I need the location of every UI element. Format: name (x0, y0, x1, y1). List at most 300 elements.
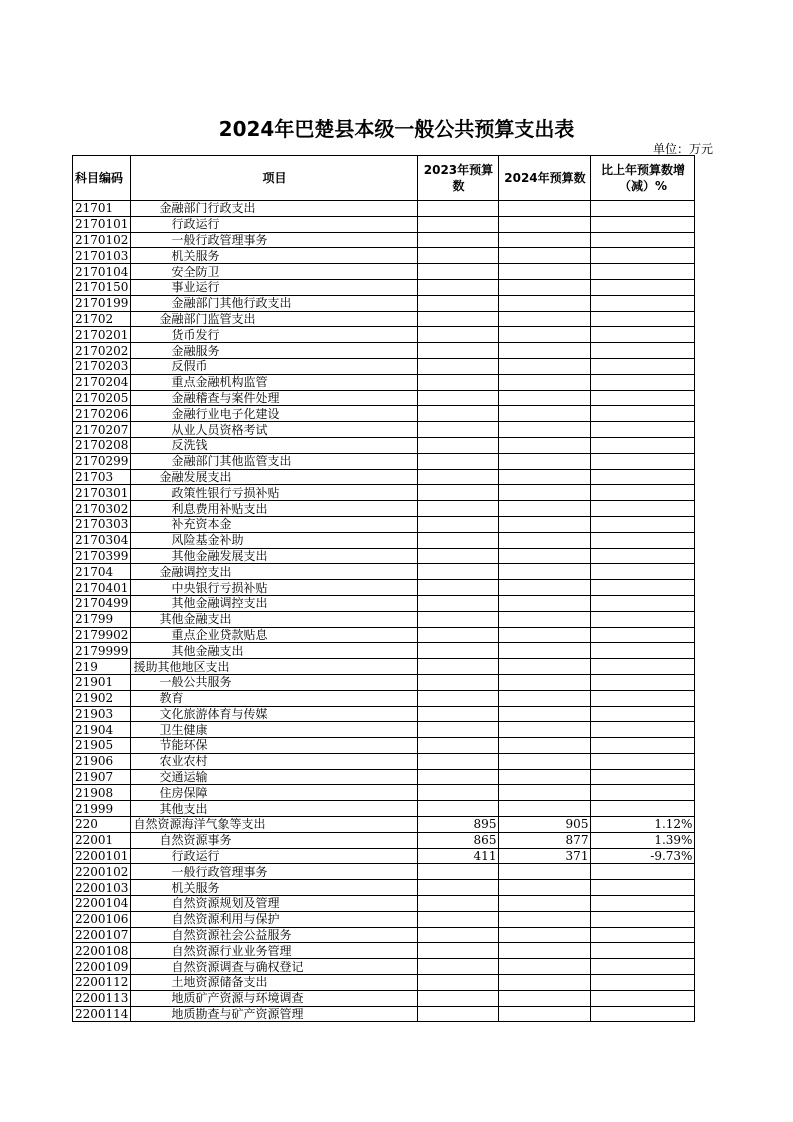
budget-2023-cell (418, 911, 499, 927)
item-cell: 金融发展支出 (131, 469, 418, 485)
item-cell: 农业农村 (131, 753, 418, 769)
code-cell: 21905 (73, 738, 131, 754)
code-cell: 21702 (73, 311, 131, 327)
budget-2024-cell: 905 (499, 817, 591, 833)
table-row (73, 769, 695, 785)
budget-2023-cell (418, 943, 499, 959)
code-cell: 22001 (73, 832, 131, 848)
table-row (73, 453, 695, 469)
table-row (73, 959, 695, 975)
budget-2024-cell (499, 927, 591, 943)
code-cell: 2170304 (73, 532, 131, 548)
code-cell: 2170199 (73, 295, 131, 311)
budget-2024-cell (499, 896, 591, 912)
budget-2023-cell (418, 611, 499, 627)
item-cell: 自然资源海洋气象等支出 (131, 817, 418, 833)
table-row (73, 817, 695, 833)
budget-2024-cell (499, 548, 591, 564)
budget-2023-cell (418, 564, 499, 580)
table-row (73, 548, 695, 564)
code-cell: 2170101 (73, 216, 131, 232)
code-cell: 2170299 (73, 453, 131, 469)
budget-2023-cell: 865 (418, 832, 499, 848)
item-cell: 文化旅游体育与传媒 (131, 706, 418, 722)
table-row (73, 327, 695, 343)
item-cell: 安全防卫 (131, 264, 418, 280)
budget-2024-cell (499, 643, 591, 659)
budget-2023-cell (418, 516, 499, 532)
budget-2024-cell (499, 279, 591, 295)
code-cell: 2200106 (73, 911, 131, 927)
budget-2023-cell (418, 990, 499, 1006)
item-cell: 机关服务 (131, 880, 418, 896)
budget-2023-cell (418, 295, 499, 311)
table-row (73, 390, 695, 406)
item-cell: 反假币 (131, 358, 418, 374)
change-cell (591, 1006, 695, 1022)
budget-2024-cell: 371 (499, 848, 591, 864)
table-body (73, 201, 695, 1022)
budget-2023-cell (418, 864, 499, 880)
table-row (73, 785, 695, 801)
budget-2024-cell (499, 880, 591, 896)
table-row (73, 516, 695, 532)
table-row (73, 580, 695, 596)
budget-2024-cell (499, 753, 591, 769)
budget-2023-cell (418, 311, 499, 327)
change-cell (591, 390, 695, 406)
code-cell: 2170499 (73, 595, 131, 611)
item-cell: 行政运行 (131, 848, 418, 864)
table-row (73, 943, 695, 959)
code-cell: 219 (73, 659, 131, 675)
table-row (73, 896, 695, 912)
budget-2024-cell (499, 437, 591, 453)
change-cell (591, 595, 695, 611)
item-cell: 风险基金补助 (131, 532, 418, 548)
budget-2023-cell (418, 706, 499, 722)
item-cell: 中央银行亏损补贴 (131, 580, 418, 596)
budget-2023-cell (418, 659, 499, 675)
budget-2024-cell (499, 659, 591, 675)
table-row (73, 485, 695, 501)
item-cell: 自然资源规划及管理 (131, 896, 418, 912)
budget-2024-cell (499, 343, 591, 359)
change-cell (591, 611, 695, 627)
code-cell: 2200103 (73, 880, 131, 896)
budget-2024-cell (499, 295, 591, 311)
table-row (73, 295, 695, 311)
code-cell: 2170301 (73, 485, 131, 501)
budget-2024-cell (499, 943, 591, 959)
change-cell (591, 643, 695, 659)
code-cell: 21704 (73, 564, 131, 580)
change-cell (591, 564, 695, 580)
table-row (73, 532, 695, 548)
budget-2024-cell (499, 627, 591, 643)
table-row (73, 627, 695, 643)
budget-2024-cell (499, 201, 591, 217)
budget-2023-cell (418, 216, 499, 232)
item-cell: 住房保障 (131, 785, 418, 801)
code-cell: 21903 (73, 706, 131, 722)
code-cell: 2200113 (73, 990, 131, 1006)
code-cell: 220 (73, 817, 131, 833)
change-cell (591, 911, 695, 927)
change-cell: 1.39% (591, 832, 695, 848)
change-cell (591, 453, 695, 469)
budget-2024-cell (499, 564, 591, 580)
table-row (73, 343, 695, 359)
table-row (73, 201, 695, 217)
item-cell: 金融服务 (131, 343, 418, 359)
budget-2024-cell (499, 232, 591, 248)
code-cell: 2170302 (73, 501, 131, 517)
change-cell (591, 485, 695, 501)
change-cell (591, 248, 695, 264)
table-row (73, 374, 695, 390)
change-cell (591, 896, 695, 912)
budget-2023-cell (418, 406, 499, 422)
item-cell: 金融部门监管支出 (131, 311, 418, 327)
change-cell (591, 990, 695, 1006)
budget-2023-cell (418, 437, 499, 453)
item-cell: 金融稽查与案件处理 (131, 390, 418, 406)
budget-2023-cell (418, 690, 499, 706)
code-cell: 2170208 (73, 437, 131, 453)
budget-2023-cell (418, 264, 499, 280)
budget-2024-cell (499, 706, 591, 722)
code-cell: 2200107 (73, 927, 131, 943)
budget-2023-cell (418, 896, 499, 912)
change-cell (591, 343, 695, 359)
item-cell: 自然资源事务 (131, 832, 418, 848)
change-cell (591, 516, 695, 532)
item-cell: 其他金融支出 (131, 643, 418, 659)
budget-2023-cell (418, 674, 499, 690)
change-cell (591, 422, 695, 438)
table-row (73, 422, 695, 438)
change-cell (591, 801, 695, 817)
item-cell: 货币发行 (131, 327, 418, 343)
code-cell: 2170206 (73, 406, 131, 422)
change-cell (591, 927, 695, 943)
table-row (73, 595, 695, 611)
budget-2023-cell (418, 248, 499, 264)
change-cell (591, 358, 695, 374)
change-cell: 1.12% (591, 817, 695, 833)
table-row (73, 738, 695, 754)
change-cell (591, 232, 695, 248)
item-cell: 其他金融支出 (131, 611, 418, 627)
table-row (73, 501, 695, 517)
budget-2023-cell (418, 453, 499, 469)
code-cell: 21999 (73, 801, 131, 817)
budget-2023-cell (418, 975, 499, 991)
table-row (73, 1006, 695, 1022)
budget-2023-cell: 895 (418, 817, 499, 833)
item-cell: 土地资源储备支出 (131, 975, 418, 991)
item-cell: 行政运行 (131, 216, 418, 232)
item-cell: 政策性银行亏损补贴 (131, 485, 418, 501)
budget-2024-cell (499, 722, 591, 738)
code-cell: 2200102 (73, 864, 131, 880)
budget-2024-cell (499, 769, 591, 785)
budget-2024-cell (499, 327, 591, 343)
code-cell: 21701 (73, 201, 131, 217)
item-cell: 其他支出 (131, 801, 418, 817)
table-row (73, 358, 695, 374)
item-cell: 金融部门其他行政支出 (131, 295, 418, 311)
code-cell: 2170399 (73, 548, 131, 564)
budget-2023-cell (418, 1006, 499, 1022)
code-cell: 2170150 (73, 279, 131, 295)
budget-2023-cell (418, 343, 499, 359)
item-cell: 节能环保 (131, 738, 418, 754)
table-row (73, 832, 695, 848)
change-cell (591, 690, 695, 706)
header-budget-2023: 2023年预算数 (418, 156, 499, 201)
item-cell: 金融部门行政支出 (131, 201, 418, 217)
item-cell: 重点企业贷款贴息 (131, 627, 418, 643)
table-row (73, 911, 695, 927)
change-cell: -9.73% (591, 848, 695, 864)
budget-2023-cell (418, 753, 499, 769)
table-row (73, 216, 695, 232)
item-cell: 卫生健康 (131, 722, 418, 738)
change-cell (591, 943, 695, 959)
item-cell: 补充资本金 (131, 516, 418, 532)
budget-2024-cell (499, 801, 591, 817)
table-row (73, 406, 695, 422)
budget-2024-cell (499, 595, 591, 611)
item-cell: 机关服务 (131, 248, 418, 264)
change-cell (591, 437, 695, 453)
change-cell (591, 769, 695, 785)
budget-2024-cell (499, 975, 591, 991)
budget-2024-cell (499, 580, 591, 596)
budget-2023-cell (418, 485, 499, 501)
table-row (73, 248, 695, 264)
change-cell (591, 311, 695, 327)
budget-2023-cell (418, 279, 499, 295)
change-cell (591, 216, 695, 232)
table-row (73, 801, 695, 817)
budget-2023-cell (418, 738, 499, 754)
code-cell: 21908 (73, 785, 131, 801)
code-cell: 2170205 (73, 390, 131, 406)
budget-2024-cell (499, 501, 591, 517)
budget-2024-cell (499, 674, 591, 690)
change-cell (591, 406, 695, 422)
change-cell (591, 374, 695, 390)
budget-2024-cell (499, 1006, 591, 1022)
code-cell: 21703 (73, 469, 131, 485)
change-cell (591, 295, 695, 311)
item-cell: 金融行业电子化建设 (131, 406, 418, 422)
budget-2024-cell (499, 469, 591, 485)
budget-2023-cell (418, 548, 499, 564)
budget-2024-cell (499, 611, 591, 627)
change-cell (591, 722, 695, 738)
item-cell: 教育 (131, 690, 418, 706)
code-cell: 2200114 (73, 1006, 131, 1022)
item-cell: 自然资源调查与确权登记 (131, 959, 418, 975)
table-row (73, 706, 695, 722)
code-cell: 2170201 (73, 327, 131, 343)
change-cell (591, 469, 695, 485)
budget-2024-cell (499, 911, 591, 927)
budget-2024-cell (499, 248, 591, 264)
budget-2024-cell (499, 864, 591, 880)
item-cell: 地质勘查与矿产资源管理 (131, 1006, 418, 1022)
item-cell: 一般行政管理事务 (131, 864, 418, 880)
budget-2024-cell (499, 516, 591, 532)
item-cell: 其他金融发展支出 (131, 548, 418, 564)
code-cell: 2200101 (73, 848, 131, 864)
code-cell: 21904 (73, 722, 131, 738)
page-title: 2024年巴楚县本级一般公共预算支出表 (218, 117, 575, 141)
budget-2024-cell (499, 406, 591, 422)
code-cell: 2170207 (73, 422, 131, 438)
code-cell: 2200112 (73, 975, 131, 991)
code-cell: 2170203 (73, 358, 131, 374)
table-row (73, 643, 695, 659)
code-cell: 21902 (73, 690, 131, 706)
change-cell (591, 674, 695, 690)
table-row (73, 659, 695, 675)
budget-2024-cell (499, 390, 591, 406)
change-cell (591, 327, 695, 343)
table-row (73, 990, 695, 1006)
change-cell (591, 580, 695, 596)
budget-2023-cell (418, 722, 499, 738)
budget-2023-cell (418, 469, 499, 485)
budget-2024-cell (499, 990, 591, 1006)
budget-2023-cell (418, 327, 499, 343)
budget-2023-cell (418, 643, 499, 659)
item-cell: 自然资源社会公益服务 (131, 927, 418, 943)
change-cell (591, 659, 695, 675)
budget-2024-cell (499, 738, 591, 754)
item-cell: 金融部门其他监管支出 (131, 453, 418, 469)
table-row (73, 722, 695, 738)
item-cell: 地质矿产资源与环境调查 (131, 990, 418, 1006)
code-cell: 2170102 (73, 232, 131, 248)
item-cell: 重点金融机构监管 (131, 374, 418, 390)
code-cell: 2200108 (73, 943, 131, 959)
item-cell: 自然资源行业业务管理 (131, 943, 418, 959)
table-row (73, 437, 695, 453)
budget-2024-cell (499, 358, 591, 374)
code-cell: 21907 (73, 769, 131, 785)
change-cell (591, 785, 695, 801)
item-cell: 自然资源利用与保护 (131, 911, 418, 927)
change-cell (591, 959, 695, 975)
code-cell: 21799 (73, 611, 131, 627)
table-row (73, 311, 695, 327)
change-cell (591, 501, 695, 517)
table-row (73, 864, 695, 880)
budget-2023-cell (418, 801, 499, 817)
change-cell (591, 627, 695, 643)
table-row (73, 469, 695, 485)
unit-label: 单位：万元 (652, 142, 713, 156)
budget-2023-cell (418, 201, 499, 217)
header-change: 比上年预算数增（减）% (591, 156, 695, 201)
budget-2024-cell (499, 374, 591, 390)
code-cell: 2179999 (73, 643, 131, 659)
table-row (73, 564, 695, 580)
item-cell: 一般行政管理事务 (131, 232, 418, 248)
budget-2024-cell (499, 485, 591, 501)
table-row (73, 753, 695, 769)
header-budget-2024: 2024年预算数 (499, 156, 591, 201)
table-row (73, 975, 695, 991)
item-cell: 利息费用补贴支出 (131, 501, 418, 517)
header-item: 项目 (131, 156, 418, 201)
change-cell (591, 864, 695, 880)
budget-2024-cell (499, 785, 591, 801)
table-row (73, 611, 695, 627)
code-cell: 2170401 (73, 580, 131, 596)
change-cell (591, 548, 695, 564)
code-cell: 2170204 (73, 374, 131, 390)
item-cell: 事业运行 (131, 279, 418, 295)
table-row (73, 279, 695, 295)
budget-2023-cell (418, 501, 499, 517)
change-cell (591, 975, 695, 991)
change-cell (591, 738, 695, 754)
table-row (73, 880, 695, 896)
budget-2024-cell (499, 690, 591, 706)
budget-2023-cell (418, 374, 499, 390)
budget-2023-cell (418, 880, 499, 896)
change-cell (591, 264, 695, 280)
budget-2023-cell (418, 769, 499, 785)
budget-2023-cell (418, 785, 499, 801)
change-cell (591, 201, 695, 217)
item-cell: 金融调控支出 (131, 564, 418, 580)
budget-2023-cell (418, 358, 499, 374)
item-cell: 交通运输 (131, 769, 418, 785)
change-cell (591, 532, 695, 548)
budget-2024-cell (499, 959, 591, 975)
code-cell: 2170202 (73, 343, 131, 359)
budget-2023-cell (418, 390, 499, 406)
table-header-row (73, 156, 695, 201)
code-cell: 2200104 (73, 896, 131, 912)
budget-2024-cell (499, 264, 591, 280)
header-code: 科目编码 (73, 156, 131, 201)
table-row (73, 674, 695, 690)
item-cell: 援助其他地区支出 (131, 659, 418, 675)
table-row (73, 690, 695, 706)
budget-2024-cell (499, 311, 591, 327)
table-row (73, 264, 695, 280)
table-row (73, 848, 695, 864)
table-row (73, 232, 695, 248)
code-cell: 21906 (73, 753, 131, 769)
item-cell: 一般公共服务 (131, 674, 418, 690)
budget-2023-cell: 411 (418, 848, 499, 864)
budget-2023-cell (418, 232, 499, 248)
budget-2024-cell (499, 422, 591, 438)
budget-2023-cell (418, 580, 499, 596)
code-cell: 2170104 (73, 264, 131, 280)
budget-2023-cell (418, 927, 499, 943)
budget-2024-cell (499, 453, 591, 469)
